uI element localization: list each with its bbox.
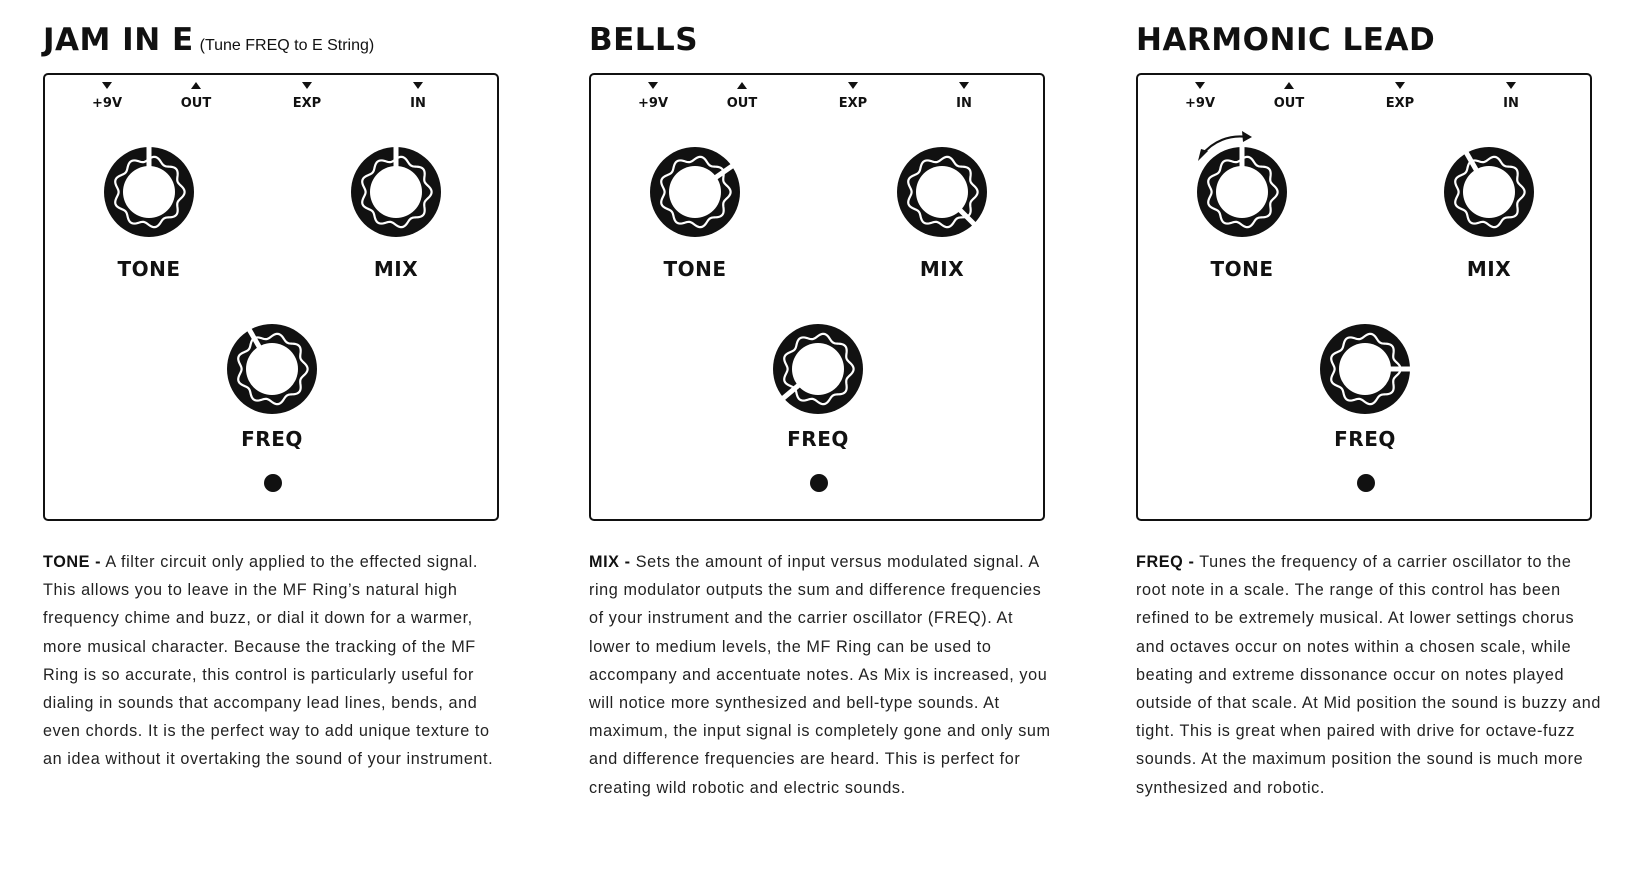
jack-label: IN [956,96,972,111]
led-indicator-icon [1357,474,1375,492]
knob-tone [104,145,194,237]
jack-arrow-down-icon [102,82,112,89]
control-description [43,548,513,774]
preset-heading [1136,22,1435,58]
jack-in [956,82,972,111]
knob-label-freq: FREQ [787,427,849,451]
led-indicator-icon [264,474,282,492]
jack-label: IN [410,96,426,111]
jack-label: +9V [638,96,668,111]
preset-title: JAM IN E [43,22,194,58]
jack-arrow-up-icon [1284,82,1294,89]
jack-arrow-up-icon [191,82,201,89]
jack-label: OUT [180,96,212,111]
jack-label: EXP [1385,96,1415,111]
pedal-diagram [43,73,499,521]
jack-label: IN [1503,96,1519,111]
control-term: FREQ - [1136,553,1195,571]
jack-arrow-down-icon [959,82,969,89]
knob-label-freq: FREQ [241,427,303,451]
preset-heading [43,22,374,58]
jack-arrow-down-icon [648,82,658,89]
knob-label-tone: TONE [1210,257,1274,281]
jack-label: +9V [92,96,122,111]
led-indicator-icon [810,474,828,492]
jack-exp [293,82,321,111]
knob-label-tone: TONE [117,257,181,281]
jack-in [410,82,426,111]
knob-freq [1320,324,1412,414]
knob-tone [650,147,740,237]
jack-label: EXP [292,96,322,111]
control-term: TONE - [43,553,102,571]
knob-mix [351,145,441,237]
jack-arrow-up-icon [737,82,747,89]
knob-mix [897,147,987,237]
control-term: MIX - [589,553,631,571]
pedal-diagram [1136,73,1592,521]
jack-arrow-down-icon [302,82,312,89]
jack-out [727,82,758,111]
jack-label: OUT [1273,96,1305,111]
control-text: Tunes the frequency of a carrier oscillator to the root note in a scale. The range of this control has been refined to be extremely musical. At lower settings chorus and octaves occur on notes within a chosen scale, while beating and extreme dissonance occur on notes played outside of that scale. At Mid position the sound is buzzy and tight. This is great when paired with drive for octave-fuzz sounds. At the maximum position the sound is much more synthesized and robotic. [1136,553,1601,797]
preset-heading [589,22,698,58]
preset-subtitle: (Tune FREQ to E String) [199,37,375,54]
knob-label-mix: MIX [373,257,419,281]
jack-arrow-down-icon [413,82,423,89]
control-description [589,548,1059,802]
jack-label: EXP [838,96,868,111]
control-text: A filter circuit only applied to the effected signal. This allows you to leave in the MF Ring’s natural high frequency chime and buzz, or dial it down for a warmer, more musical character. Because the tracking of the MF Ring is so accurate, this control is particularly useful for dialing in sounds that accompany lead lines, bends, and even chords. It is the perfect way to add unique texture to an idea without it overtaking the sound of your instrument. [43,553,494,769]
jack-arrow-down-icon [848,82,858,89]
knob-freq [773,324,863,414]
knob-label-tone: TONE [663,257,727,281]
jack-plus9v [92,82,122,111]
knob-tone [1197,145,1287,237]
control-description [1136,548,1606,802]
pedal-diagram [589,73,1045,521]
jack-exp [1386,82,1414,111]
jack-out [181,82,212,111]
pedal-svg [45,75,497,519]
jack-arrow-down-icon [1395,82,1405,89]
pedal-svg [1138,75,1590,519]
jack-plus9v [638,82,668,111]
jack-label: +9V [1185,96,1215,111]
jack-arrow-down-icon [1195,82,1205,89]
jack-plus9v [1185,82,1215,111]
jack-label: OUT [726,96,758,111]
jack-out [1274,82,1305,111]
knob-freq [227,324,317,414]
jack-in [1503,82,1519,111]
control-text: Sets the amount of input versus modulated signal. A ring modulator outputs the sum and difference frequencies of your instrument and the carrier oscillator (FREQ). At lower to medium levels, the MF Ring can be used to accompany and accentuate notes. As Mix is increased, you will notice more synthesized and bell-type sounds. At maximum, the input signal is completely gone and only sum and difference frequencies are heard. This is perfect for creating wild robotic and electric sounds. [589,553,1051,797]
knob-label-freq: FREQ [1334,427,1396,451]
knob-mix [1444,147,1534,237]
preset-title: BELLS [589,22,699,58]
knob-label-mix: MIX [919,257,965,281]
knob-label-mix: MIX [1466,257,1512,281]
preset-title: HARMONIC LEAD [1136,22,1436,58]
jack-arrow-down-icon [1506,82,1516,89]
pedal-svg [591,75,1043,519]
jack-exp [839,82,867,111]
